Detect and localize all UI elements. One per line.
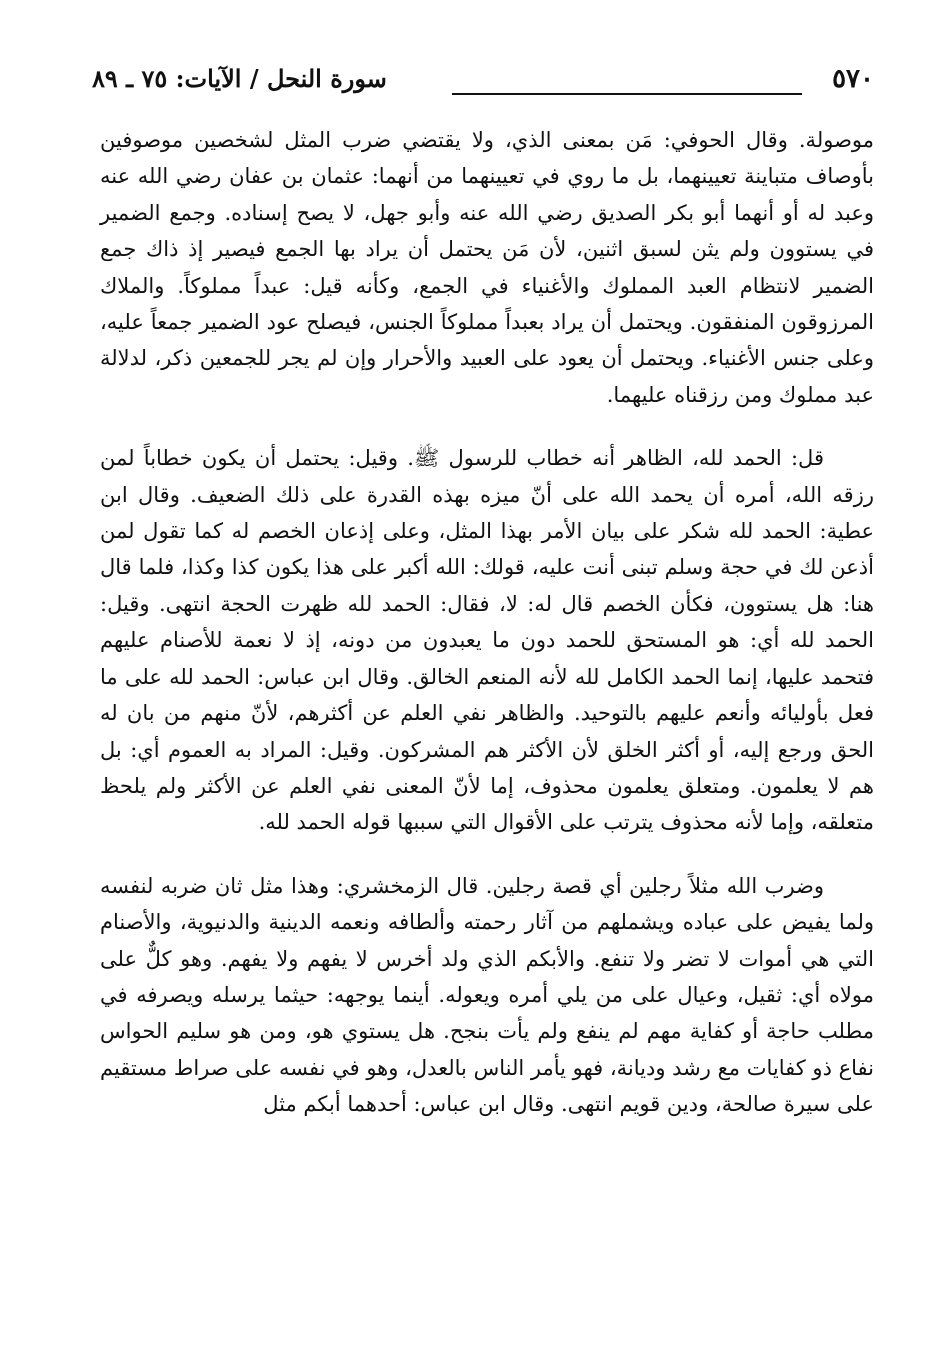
paragraph: موصولة. وقال الحوفي: مَن بمعنى الذي، ولا يقتضي ضرب المثل لشخصين موصوفين بأوصاف متباينة تعيينهما، بل ما روي في تعيينهما من أنهما: عثمان بن عفان رضي الله عنه وعبد له أو أنهما أبو بكر الصديق رضي الله عنه وأبو جهل، لا يصح إسناده. وجمع الضمير في يستوون ولم يثن لسبق اثنين، لأن مَن يحتمل أن يراد بها الجمع فيصير إذ ذاك جمع الضمير لانتظام العبد المملوك والأغنياء في الجمع، وكأنه قيل: عبداً مملوكاً. والملاك المرزوقون المنفقون. ويحتمل أن يراد بعبداً مملوكاً الجنس، فيصلح عود الضمير جمعاً عليه، وعلى جنس الأغنياء. ويحتمل أن يعود على العبيد والأحرار وإن لم يجر للجمعين ذكر، لدلالة عبد مملوك ومن رزقناه عليهما. bbox=[100, 128, 874, 407]
paragraph: وضرب الله مثلاً رجلين أي قصة رجلين. قال الزمخشري: وهذا مثل ثان ضربه لنفسه ولما يفيض على عباده ويشملهم من آثار رحمته وألطافه ونعمه الدينية والدنيوية، والأصنام التي هي أموات لا تضر ولا تنفع. والأبكم الذي ولد أخرس لا يفهم ولا يفهم. وهو كلٌّ على مولاه أي: ثقيل، وعيال على من يلي أمره ويعوله. أينما يوجهه: حيثما يرسله ويصرفه في مطلب حاجة أو كفاية مهم لم ينفع ولم يأت بنجح. هل يستوي هو، ومن هو سليم الحواس نفاع ذو كفايات مع رشد وديانة، فهو يأمر الناس بالعدل، وهو في نفسه على صراط مستقيم على سيرة صالحة، ودين قويم انتهى. وقال ابن عباس: أحدهما أبكم مثل bbox=[100, 873, 874, 1117]
paragraph: قل: الحمد لله، الظاهر أنه خطاب للرسول ﷺ. وقيل: يحتمل أن يكون خطاباً لمن رزقه الله، أمره أن يحمد الله على أنّ ميزه بهذه القدرة على ذلك الضعيف. وقال ابن عطية: الحمد لله شكر على بيان الأمر بهذا المثل، وعلى إذعان الخصم له كما تقول لمن أذعن لك في حجة وسلم تبنى أنت عليه، قولك: الله أكبر على هذا يكون كذا وكذا، فلما قال هنا: هل يستوون، فكأن الخصم قال له: لا، فقال: الحمد لله ظهرت الحجة انتهى. وقيل: الحمد لله أي: هو المستحق للحمد دون ما يعبدون من دونه، إذ لا نعمة للأصنام عليهم فتحمد عليها، إنما الحمد الكامل لله لأنه المنعم الخالق. وقال ابن عباس: الحمد لله على ما فعل بأوليائه وأنعم عليهم بالتوحيد. والظاهر نفي العلم عن أكثرهم، لأنّ منهم من بان له الحق ورجع إليه، أو أكثر الخلق لأن الأكثر هم المشركون. وقيل: المراد به العموم أي: بل هم لا يعلمون. ومتعلق يعلمون محذوف، إما لأنّ المعنى نفي العلم عن الأكثر ولم يلحظ متعلقه، وإما لأنه محذوف يترتب على الأقوال التي سببها قوله الحمد لله. bbox=[100, 446, 874, 835]
page-number: ٥٧٠ bbox=[832, 64, 874, 94]
page-body bbox=[100, 122, 874, 1123]
page-header bbox=[92, 62, 874, 102]
header-rule bbox=[452, 93, 802, 95]
running-title: سورة النحل / الآيات: ٧٥ ـ ٨٩ bbox=[92, 64, 387, 93]
